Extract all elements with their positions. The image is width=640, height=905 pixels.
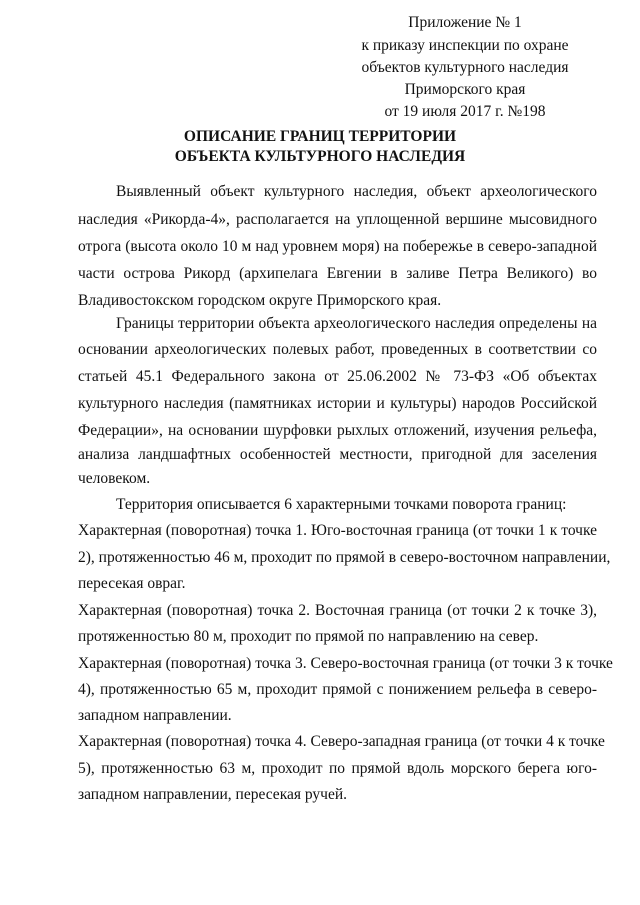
paragraph-line: Выявленный объект культурного наследия, объект археологического [116, 183, 597, 200]
appendix-inspection: объектов культурного наследия [361, 59, 569, 76]
paragraph-line: 2), протяженностью 46 м, проходит по прямой в северо-восточном направлении, [78, 549, 611, 566]
paragraph-line: наследия «Рикорда-4», располагается на уплощенной вершине мысовидного [78, 211, 597, 228]
paragraph-line: западном направлении. [78, 707, 232, 724]
appendix-region: Приморского края [404, 81, 526, 98]
paragraph-line: статьей 45.1 Федерального закона от 25.06.2002 № 73-ФЗ «Об объектах [78, 368, 597, 385]
paragraph-line: основании археологических полевых работ, проведенных в соответствии со [78, 341, 597, 358]
paragraph-line: 5), протяженностью 63 м, проходит по прямой вдоль морского берега юго- [78, 760, 597, 777]
paragraph-line: отрога (высота около 10 м над уровнем моря) на побережье в северо-западной [78, 238, 597, 255]
paragraph-points-intro: Территория описывается 6 характерными точками поворота границ: [116, 496, 567, 513]
paragraph-line: культурного наследия (памятниках истории и культуры) народов Российской [78, 395, 597, 412]
appendix-date: от 19 июля 2017 г. №198 [384, 103, 546, 120]
paragraph-line: западном направлении, пересекая ручей. [78, 786, 348, 803]
appendix-order-ref: к приказу инспекции по охране [361, 37, 569, 54]
paragraph-line: Границы территории объекта археологического наследия определены на [116, 315, 597, 332]
paragraph-line: Характерная (поворотная) точка 4. Северо-западная граница (от точки 4 к точке [78, 733, 605, 750]
paragraph-line: анализа ландшафтных особенностей местности, пригодной для заселения [78, 446, 597, 463]
paragraph-line: пересекая овраг. [78, 575, 186, 592]
paragraph-line: части острова Рикорд (архипелага Евгении в заливе Петра Великого) во [78, 265, 597, 282]
appendix-number: Приложение № 1 [408, 14, 522, 31]
paragraph-line: протяженностью 80 м, проходит по прямой по направлению на север. [78, 628, 539, 645]
paragraph-line: Федерации», на основании шурфовки рыхлых отложений, изучения рельефа, [78, 422, 597, 439]
paragraph-line: 4), протяженностью 65 м, проходит прямой с понижением рельефа в северо- [78, 681, 597, 698]
paragraph-line: Характерная (поворотная) точка 1. Юго-восточная граница (от точки 1 к точке [78, 522, 597, 539]
document-title-line1: ОПИСАНИЕ ГРАНИЦ ТЕРРИТОРИИ [183, 128, 457, 145]
paragraph-line: Характерная (поворотная) точка 3. Северо-восточная граница (от точки 3 к точке [78, 655, 613, 672]
paragraph-line: Характерная (поворотная) точка 2. Восточная граница (от точки 2 к точке 3), [78, 602, 597, 619]
document-title-line2: ОБЪЕКТА КУЛЬТУРНОГО НАСЛЕДИЯ [174, 148, 466, 165]
paragraph-line: Владивостокском городском округе Приморского края. [78, 292, 442, 309]
paragraph-line: человеком. [78, 470, 151, 487]
